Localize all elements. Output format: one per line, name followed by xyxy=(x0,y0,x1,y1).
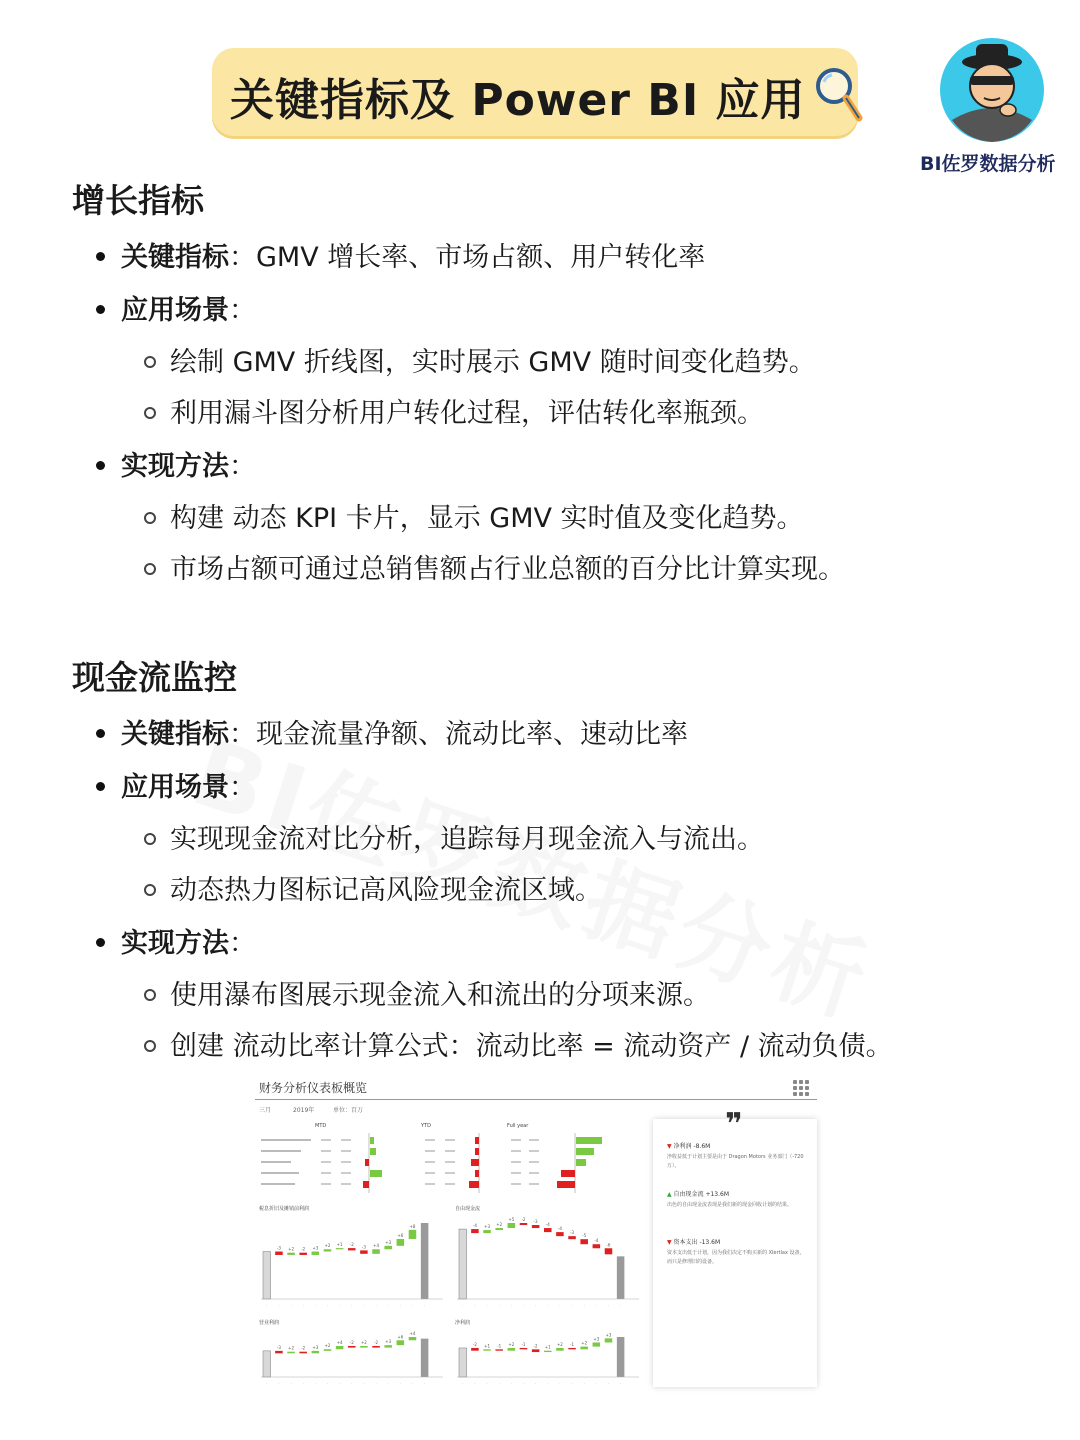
tick-label: · xyxy=(424,1382,426,1386)
bar-step xyxy=(275,1351,283,1353)
bar-step xyxy=(568,1236,576,1239)
tick-label: · xyxy=(559,1382,561,1386)
list-item: 市场占额可通过总销售额占行业总额的百分比计算实现。 xyxy=(144,547,845,586)
bar-label: +3 xyxy=(593,1336,600,1342)
method-label: 实现方法 xyxy=(121,451,229,482)
bar-step xyxy=(360,1250,368,1253)
tick-label: · xyxy=(522,1382,525,1386)
tick-label: · xyxy=(522,1304,525,1308)
bar-step xyxy=(372,1346,380,1348)
bar-label: -6 xyxy=(606,1242,611,1248)
tick-label: · xyxy=(399,1304,401,1308)
bar-step xyxy=(532,1225,540,1228)
tick-label: · xyxy=(375,1304,377,1308)
dashboard-title: 财务分析仪表板概览 xyxy=(259,1081,368,1095)
tick-label: · xyxy=(535,1304,537,1308)
list-item: 使用瀑布图展示现金流入和流出的分项来源。 xyxy=(144,973,710,1012)
tick-label: · xyxy=(571,1304,573,1308)
tick-label: · xyxy=(290,1382,292,1386)
bar-step xyxy=(593,1244,601,1248)
bar-label: +2 xyxy=(324,1243,331,1249)
tick-label: · xyxy=(363,1304,365,1308)
tick-label: · xyxy=(474,1382,476,1386)
bar-end xyxy=(617,1337,625,1377)
bar-label: +3 xyxy=(385,1239,392,1245)
tick-label: · xyxy=(278,1304,280,1308)
bar-label: -3 xyxy=(276,1245,281,1251)
bar-step xyxy=(495,1349,503,1350)
note-head: ▼ 资本支出 -13.6M xyxy=(667,1239,721,1246)
tick-label: · xyxy=(486,1382,488,1386)
list-item: 创建 流动比率计算公式：流动比率 = 流动资产 / 流动负债。 xyxy=(144,1024,893,1063)
bar-step xyxy=(275,1252,283,1255)
magnifier-icon xyxy=(814,66,864,128)
bar-step xyxy=(299,1253,307,1255)
bar-label: -2 xyxy=(533,1343,538,1349)
bar-step xyxy=(397,1239,405,1246)
divider xyxy=(255,1099,817,1100)
tick-label: · xyxy=(462,1382,464,1386)
tick-label: · xyxy=(278,1382,280,1386)
bar-start xyxy=(459,1348,467,1377)
bar-step xyxy=(544,1228,552,1232)
tick-label: · xyxy=(399,1382,401,1386)
logo-label: BI佐罗数据分析 xyxy=(920,153,1056,175)
bar-label: +2 xyxy=(288,1246,295,1252)
bar-label: +5 xyxy=(508,1217,515,1222)
tick-label: · xyxy=(411,1304,414,1308)
metrics-text: ：GMV 增长率、市场占额、用户转化率 xyxy=(229,242,706,273)
bar-step xyxy=(556,1348,564,1351)
bar-step xyxy=(495,1228,503,1230)
tick-label: · xyxy=(595,1382,597,1386)
bar-label: +2 xyxy=(581,1340,588,1346)
scenario-label: 应用场景 xyxy=(121,295,229,326)
tick-label: · xyxy=(314,1382,316,1386)
tick-label: · xyxy=(375,1382,377,1386)
dashboard-screenshot xyxy=(255,1075,825,1395)
note-body: 出色的自由现金流表现是我们新的现金回收计划的结果。 xyxy=(667,1202,793,1208)
bar-label: +6 xyxy=(397,1334,404,1340)
bar-end xyxy=(421,1223,429,1299)
metrics-label: 关键指标 xyxy=(121,242,229,273)
bar-step xyxy=(409,1230,417,1239)
bar-label: +3 xyxy=(484,1224,491,1230)
bar-label: +2 xyxy=(324,1343,331,1349)
note-head: ▼ 净利润 -8.6M xyxy=(667,1143,711,1150)
bar-label: +3 xyxy=(385,1339,392,1345)
bar-label: -4 xyxy=(472,1223,477,1229)
bar-label: -5 xyxy=(582,1233,587,1239)
bar-end xyxy=(421,1339,429,1377)
bar-start xyxy=(263,1252,271,1299)
kpi-table xyxy=(257,1131,647,1197)
bar-label: -3 xyxy=(361,1244,366,1250)
bar-step xyxy=(471,1229,479,1233)
bar-label: -1 xyxy=(570,1341,575,1347)
bar-label: +2 xyxy=(288,1345,295,1351)
bar-label: -3 xyxy=(276,1344,281,1350)
tick-label: · xyxy=(620,1382,622,1386)
bar-step xyxy=(324,1349,332,1351)
tick-label: · xyxy=(462,1304,464,1308)
bar-label: -3 xyxy=(533,1219,538,1225)
tick-label: · xyxy=(535,1382,537,1386)
tick-label: · xyxy=(290,1304,292,1308)
bar-label: -2 xyxy=(349,1242,354,1248)
tick-label: · xyxy=(339,1382,341,1386)
bar-step xyxy=(384,1246,392,1249)
bar-step xyxy=(532,1349,540,1352)
waterfall-chart-fcf xyxy=(453,1213,643,1313)
bar-step xyxy=(384,1345,392,1347)
tick-label: · xyxy=(387,1382,389,1386)
bar-label: -4 xyxy=(545,1222,550,1228)
bar-start xyxy=(459,1229,467,1299)
list-item: 绘制 GMV 折线图，实时展示 GMV 随时间变化趋势。 xyxy=(144,340,816,379)
tick-label: · xyxy=(411,1382,414,1386)
bar-step xyxy=(483,1230,491,1233)
tick-label: · xyxy=(387,1304,389,1308)
bar-step xyxy=(483,1349,491,1350)
tick-label: · xyxy=(510,1382,512,1386)
bar-step xyxy=(593,1342,601,1346)
bar-label: +3 xyxy=(312,1245,319,1251)
list-item: 构建 动态 KPI 卡片，显示 GMV 实时值及变化趋势。 xyxy=(144,496,804,535)
bar-label: +4 xyxy=(373,1243,380,1249)
bar-label: +1 xyxy=(484,1343,491,1349)
bar-label: +2 xyxy=(360,1339,367,1345)
bar-step xyxy=(556,1232,564,1236)
tick-label: · xyxy=(486,1304,488,1308)
tick-label: · xyxy=(607,1304,610,1308)
bar-step xyxy=(299,1352,307,1354)
tick-label: · xyxy=(314,1304,316,1308)
method-item-cashflow: 实现方法： xyxy=(96,921,256,960)
tick-label: · xyxy=(547,1382,549,1386)
tick-label: · xyxy=(498,1382,500,1386)
avatar xyxy=(938,36,1046,144)
bar-step xyxy=(336,1248,344,1249)
bar-label: -2 xyxy=(472,1341,477,1347)
bar-label: +2 xyxy=(508,1341,515,1347)
tick-label: · xyxy=(326,1382,329,1386)
bar-step xyxy=(287,1253,295,1255)
tick-label: · xyxy=(266,1382,268,1386)
tick-label: · xyxy=(559,1304,561,1308)
notes-card xyxy=(653,1107,817,1387)
list-item: 实现现金流对比分析，追踪每月现金流入与流出。 xyxy=(144,817,764,856)
tick-label: · xyxy=(547,1304,549,1308)
note-body: 资本支出低于计划，因为我们决定不购买新的 Xlertlax 设备，而只是修理旧的设备。 xyxy=(667,1250,805,1265)
tick-label: · xyxy=(326,1304,329,1308)
tick-label: · xyxy=(583,1304,585,1308)
bar-label: +1 xyxy=(544,1344,551,1350)
bar-label: -2 xyxy=(301,1345,306,1351)
bar-step xyxy=(544,1351,552,1352)
bar-label: +2 xyxy=(496,1222,503,1228)
bar-step xyxy=(312,1252,320,1255)
tick-label: · xyxy=(302,1304,304,1308)
bar-step xyxy=(312,1351,320,1353)
table-group-fy: Full year xyxy=(507,1123,529,1129)
bar-step xyxy=(580,1239,588,1244)
bar-step xyxy=(580,1347,588,1350)
tick-label: · xyxy=(498,1304,500,1308)
section-heading-growth: 增长指标 xyxy=(72,181,204,220)
bar-label: -4 xyxy=(594,1238,599,1244)
bar-label: -1 xyxy=(521,1341,526,1347)
bar-label: +8 xyxy=(409,1223,416,1229)
bar-step xyxy=(520,1223,528,1225)
bar-label: +3 xyxy=(605,1332,612,1338)
tick-label: · xyxy=(424,1304,426,1308)
tick-label: · xyxy=(607,1382,610,1386)
chart-title-ebitda: 税息折旧及摊销前利润 xyxy=(259,1206,310,1212)
tick-label: · xyxy=(351,1304,353,1308)
chart-title-fcf: 自由现金流 xyxy=(455,1206,481,1212)
bar-label: -4 xyxy=(557,1226,562,1232)
bar-step xyxy=(508,1348,516,1351)
bar-label: +4 xyxy=(336,1339,343,1345)
section-heading-cashflow: 现金流监控 xyxy=(72,658,237,697)
bar-step xyxy=(520,1348,528,1349)
tick-label: · xyxy=(620,1304,622,1308)
note-body: 净收益低于计划主要是由于 Dragon Motors 业务部门（-720万）。 xyxy=(667,1154,804,1169)
waterfall-chart-net xyxy=(453,1327,643,1391)
bar-step xyxy=(605,1248,613,1254)
page-title: 关键指标及 Power BI 应用 xyxy=(230,75,806,126)
bar-label: +6 xyxy=(397,1232,404,1238)
waterfall-chart-op xyxy=(257,1327,447,1391)
bar-label: +1 xyxy=(336,1242,343,1248)
waterfall-chart-ebitda xyxy=(257,1213,447,1313)
tick-label: · xyxy=(474,1304,476,1308)
metrics-item-growth xyxy=(96,235,705,274)
title-banner xyxy=(212,48,858,136)
table-group-mtd: MTD xyxy=(315,1123,327,1129)
scenario-item-cashflow: 应用场景： xyxy=(96,765,256,804)
bar-label: -3 xyxy=(570,1230,575,1236)
chart-title-net: 净利润 xyxy=(455,1320,471,1326)
bar-step xyxy=(568,1348,576,1349)
bar-step xyxy=(336,1346,344,1349)
table-group-ytd: YTD xyxy=(421,1123,431,1129)
bar-step xyxy=(471,1348,479,1351)
method-item-growth: 实现方法： xyxy=(96,444,256,483)
bar-step xyxy=(287,1352,295,1354)
bar-label: -2 xyxy=(521,1217,526,1222)
tick-label: · xyxy=(363,1382,365,1386)
tick-label: · xyxy=(510,1304,512,1308)
bar-step xyxy=(605,1338,613,1342)
filter-unit: 单位：百万 xyxy=(333,1107,364,1114)
filter-month[interactable]: 三月 xyxy=(259,1107,272,1114)
grid-icon xyxy=(791,1079,813,1097)
bar-step xyxy=(348,1248,356,1250)
bar-step xyxy=(348,1346,356,1348)
bar-label: -2 xyxy=(349,1339,354,1345)
bar-label: -2 xyxy=(301,1246,306,1252)
metrics-item-cashflow: 关键指标：现金流量净额、流动比率、速动比率 xyxy=(96,712,688,751)
bar-step xyxy=(409,1337,417,1340)
bar-label: -2 xyxy=(374,1339,379,1345)
tick-label: · xyxy=(339,1304,341,1308)
tick-label: · xyxy=(571,1382,573,1386)
bar-step xyxy=(397,1340,405,1345)
list-item: 利用漏斗图分析用户转化过程，评估转化率瓶颈。 xyxy=(144,391,764,430)
bar-end xyxy=(617,1256,625,1299)
filter-year[interactable]: 2019年 xyxy=(293,1107,315,1114)
tick-label: · xyxy=(351,1382,353,1386)
note-head: ▲ 自由现金流 +13.6M xyxy=(667,1191,730,1198)
bar-label: +2 xyxy=(556,1341,563,1347)
chart-title-op: 营业利润 xyxy=(259,1320,280,1326)
bar-step xyxy=(508,1223,516,1228)
tick-label: · xyxy=(595,1304,597,1308)
scenario-item-growth: 应用场景： xyxy=(96,288,256,327)
bar-step xyxy=(324,1249,332,1251)
list-item: 动态热力图标记高风险现金流区域。 xyxy=(144,868,602,907)
bar-label: +4 xyxy=(409,1331,416,1336)
tick-label: · xyxy=(583,1382,585,1386)
tick-label: · xyxy=(266,1304,268,1308)
bar-label: -1 xyxy=(497,1343,502,1349)
bar-step xyxy=(372,1249,380,1254)
quote-icon: ❞ xyxy=(725,1107,743,1142)
bar-start xyxy=(263,1351,271,1377)
bar-step xyxy=(360,1346,368,1348)
tick-label: · xyxy=(302,1382,304,1386)
bar-label: +3 xyxy=(312,1344,319,1350)
